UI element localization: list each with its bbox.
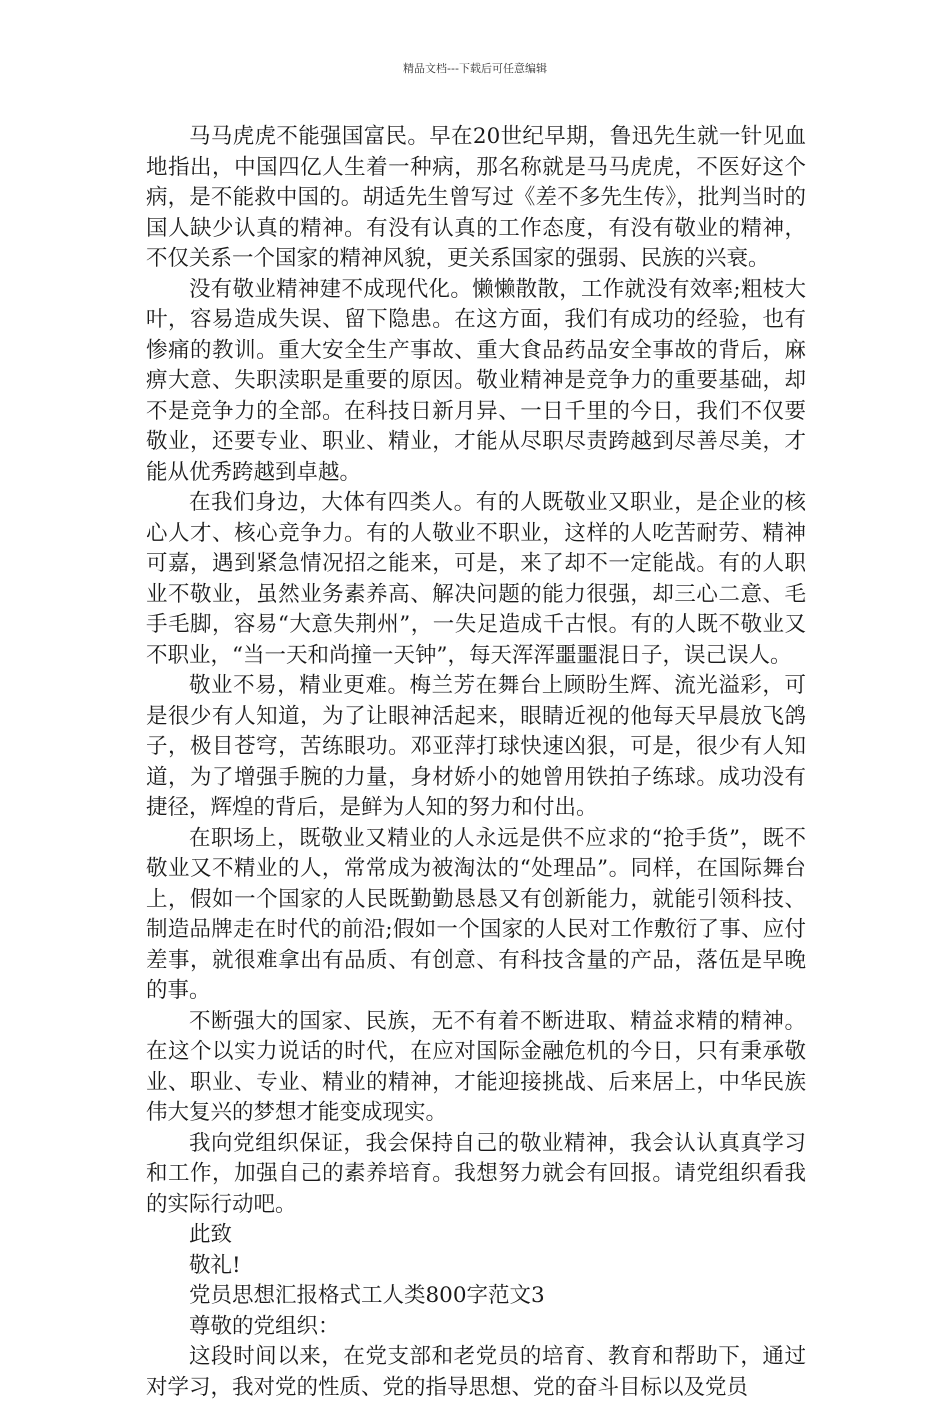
paragraph-4: 敬业不易，精业更难。梅兰芳在舞台上顾盼生辉、流光溢彩，可是很少有人知道，为了让眼神活起来，眼睛近视的他每天早晨放飞鸽子，极目苍穹，苦练眼功。邓亚萍打球快速凶狠，可是，很少有人知道，为了增强手腕的力量，身材娇小的她曾用铁拍子练球。成功没有捷径，辉煌的背后，是鲜为人知的努力和付出。 — [146, 673, 806, 820]
page-header: 精品文档---下载后可任意编辑 — [403, 62, 547, 75]
paragraph-3: 在我们身边，大体有四类人。有的人既敬业又职业，是企业的核心人才、核心竞争力。有的人敬业不职业，这样的人吃苦耐劳、精神可嘉，遇到紧急情况招之能来，可是，来了却不一定能战。有的人职业不敬业，虽然业务素养高、解决问题的能力很强，却三心二意、毛手毛脚，容易“大意失荆州”，一失足造成千古恨。有的人既不敬业又不职业，“当一天和尚撞一天钟”，每天浑浑噩噩混日子，误己误人。 — [146, 490, 806, 668]
closing-line-1: 此致 — [189, 1222, 233, 1247]
paragraph-1: 马马虎虎不能强国富民。早在20世纪早期，鲁迅先生就一针见血地指出，中国四亿人生着一种病，那名称就是马马虎虎，不医好这个病，是不能救中国的。胡适先生曾写过《差不多先生传》，批判当时的国人缺少认真的精神。有没有认真的工作态度，有没有敬业的精神，不仅关系一个国家的精神风貌，更关系国家的强弱、民族的兴衰。 — [146, 124, 806, 271]
paragraph-5: 在职场上，既敬业又精业的人永远是供不应求的“抢手货”，既不敬业又不精业的人，常常成为被淘汰的“处理品”。同样，在国际舞台上，假如一个国家的人民既勤勤恳恳又有创新能力，就能引领科技、制造品牌走在时代的前沿;假如一个国家的人民对工作敷衍了事、应付差事，就很难拿出有品质、有创意、有科技含量的产品，落伍是早晚的事。 — [146, 825, 806, 1003]
paragraph-7: 我向党组织保证，我会保持自己的敬业精神，我会认认真真学习和工作，加强自己的素养培育。我想努力就会有回报。请党组织看我的实际行动吧。 — [146, 1130, 806, 1217]
document-body — [146, 122, 806, 1403]
paragraph-opening: 这段时间以来，在党支部和老党员的培育、教育和帮助下，通过对学习，我对党的性质、党的指导思想、党的奋斗目标以及党员 — [146, 1344, 806, 1400]
closing-line-2: 敬礼! — [189, 1252, 241, 1278]
paragraph-2: 没有敬业精神建不成现代化。懒懒散散，工作就没有效率;粗枝大叶，容易造成失误、留下隐患。在这方面，我们有成功的经验，也有惨痛的教训。重大安全生产事故、重大食品药品安全事故的背后，麻痹大意、失职渎职是重要的原因。敬业精神是竞争力的重要基础，却不是竞争力的全部。在科技日新月异、一日千里的今日，我们不仅要敬业，还要专业、职业、精业，才能从尽职尽责跨越到尽善尽美，才能从优秀跨越到卓越。 — [146, 276, 806, 485]
section-title: 党员思想汇报格式工人类800字范文3 — [189, 1283, 545, 1308]
paragraph-6: 不断强大的国家、民族，无不有着不断进取、精益求精的精神。在这个以实力说话的时代，在应对国际金融危机的今日，只有秉承敬业、职业、专业、精业的精神，才能迎接挑战、后来居上，中华民族伟大复兴的梦想才能变成现实。 — [146, 1008, 806, 1125]
salutation: 尊敬的党组织： — [189, 1313, 340, 1339]
